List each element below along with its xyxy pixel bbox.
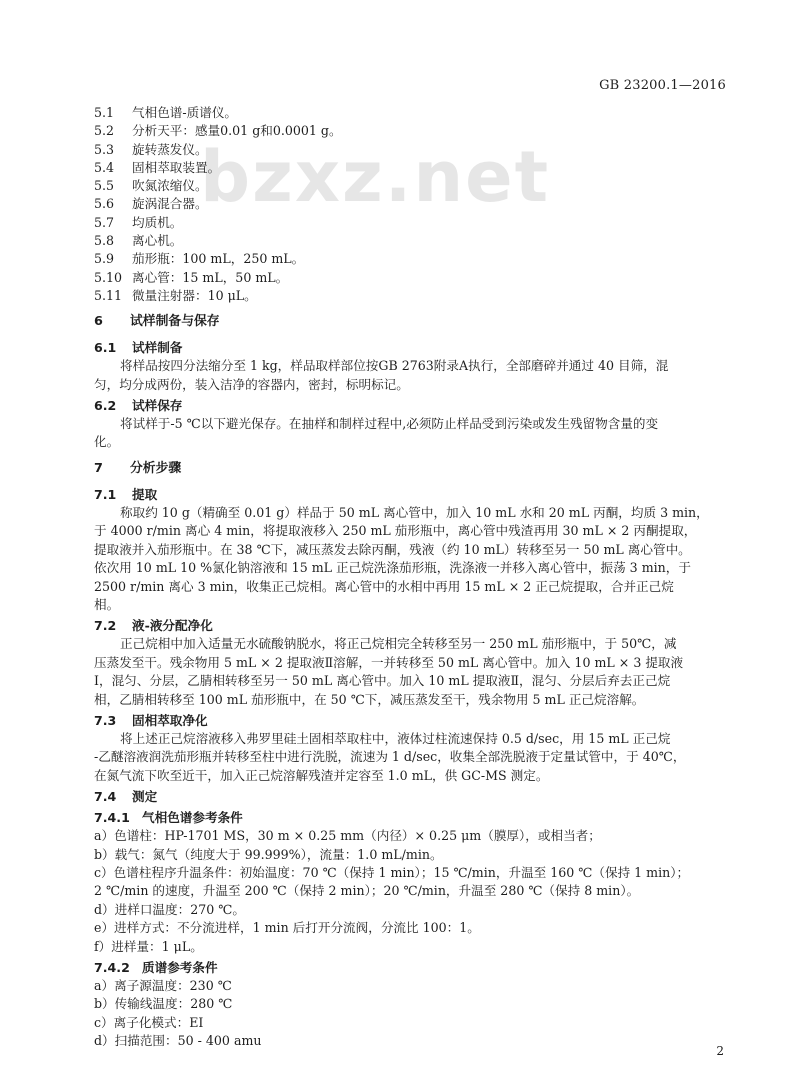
list-item: 5.9 茄形瓶：100 mL，250 mL。 <box>94 251 305 267</box>
section-7-3-heading: 7.3 固相萃取净化 <box>94 712 208 728</box>
document-body <box>94 104 728 1051</box>
section-6-1-heading: 6.1 试样制备 <box>94 340 183 356</box>
list-item: 5.2 分析天平：感量0.01 g和0.0001 g。 <box>94 123 342 139</box>
list-item: e）进样方式：不分流进样，1 min 后打开分流阀，分流比 100：1。 <box>94 920 480 936</box>
list-item: 5.1 气相色谱-质谱仪。 <box>94 105 238 120</box>
list-item: 5.5 吹氮浓缩仪。 <box>94 178 208 194</box>
list-item: 5.10 离心管：15 mL，50 mL。 <box>94 269 289 285</box>
list-item: 5.7 均质机。 <box>94 214 183 230</box>
list-item: a）离子源温度：230 ℃ <box>94 978 232 994</box>
watermark: bzxz.net <box>200 136 551 218</box>
list-item: 2 ℃/min 的速度，升温至 200 ℃（保持 2 min）；20 ℃/min，升温至 280 ℃（保持 8 min）。 <box>94 883 640 899</box>
standard-number: GB 23200.1—2016 <box>599 78 726 93</box>
list-item: a）色谱柱：HP-1701 MS，30 m × 0.25 mm（内径）× 0.25 μm（膜厚），或相当者； <box>94 828 601 844</box>
section-6-2-heading: 6.2 试样保存 <box>94 398 183 414</box>
ms-conditions-list <box>94 977 728 1051</box>
list-item: d）扫描范围：50 - 400 amu <box>94 1033 262 1049</box>
section-7-1-paragraph: 称取约 10 g（精确至 0.01 g）样品于 50 mL 离心管中，加入 10 mL 水和 20 mL 丙酮，均质 3 min， 于 4000 r/min 离心 4 min，将提取液移入 250 mL 茄形瓶中，离心管中残渣再用 30 mL × 2 丙酮提取， 提取液并入茄形瓶中。在 38 ℃下，减压蒸发去除丙酮，残液（约 10 mL）转移至另一 50 mL 离心管中。 依次用 10 mL 10 %氯化钠溶液和 15 mL 正己烷洗涤茄形瓶，洗涤液一并移入离心管中，振荡 3 min，于 2500 r/min 离心 3 min，收集正己烷相。离心管中的水相中再用 15 mL × 2 正己烷提取，合并正己烷 相。 <box>94 504 709 612</box>
section-7-4-2-heading: 7.4.2 质谱参考条件 <box>94 960 218 976</box>
list-item: c）离子化模式：EI <box>94 1014 204 1030</box>
section-7-heading: 7 分析步骤 <box>94 460 182 476</box>
section-7-4-heading: 7.4 测定 <box>94 789 158 805</box>
list-item: 5.4 固相萃取装置。 <box>94 159 221 175</box>
section-7-1-heading: 7.1 提取 <box>94 486 158 502</box>
section-6-heading: 6 试样制备与保存 <box>94 314 220 330</box>
list-item: 5.11 微量注射器：10 μL。 <box>94 287 257 303</box>
list-item: b）传输线温度：280 ℃ <box>94 996 233 1012</box>
list-item: 5.6 旋涡混合器。 <box>94 196 208 212</box>
list-item: d）进样口温度：270 ℃。 <box>94 901 245 917</box>
section-6-1-paragraph: 将样品按四分法缩分至 1 kg，样品取样部位按GB 2763附录A执行，全部磨碎并通过 40 目筛，混 匀，均分成两份，装入洁净的容器内，密封，标明标记。 <box>94 358 669 392</box>
section-7-4-1-heading: 7.4.1 气相色谱参考条件 <box>94 810 243 826</box>
gc-conditions-list <box>94 827 728 956</box>
list-item: 5.8 离心机。 <box>94 233 183 249</box>
section-7-2-heading: 7.2 液-液分配净化 <box>94 618 213 634</box>
list-item: f）进样量：1 μL。 <box>94 938 203 954</box>
list-item: b）载气：氮气（纯度大于 99.999%），流量：1.0 mL/min。 <box>94 846 443 862</box>
section-5-list <box>94 104 728 305</box>
section-7-3-paragraph: 将上述正己烷溶液移入弗罗里硅土固相萃取柱中，液体过柱流速保持 0.5 d/sec，用 15 mL 正己烷 -乙醚溶液润洗茄形瓶并转移至柱中进行洗脱，流速为 1 d/sec，收集全部洗脱液于定量试管中，于 40℃， 在氮气流下吹至近干，加入正己烷溶解残渣并定容至 1.0 mL，供 GC-MS 测定。 <box>94 730 686 783</box>
section-7-2-paragraph: 正己烷相中加入适量无水硫酸钠脱水，将正己烷相完全转移至另一 250 mL 茄形瓶中，于 50℃，减 压蒸发至干。残余物用 5 mL × 2 提取液Ⅱ溶解，一并转移至 50 mL 离心管中。加入 10 mL × 3 提取液 Ⅰ，混匀、分层，乙腈相转移至另一 50 mL 离心管中。加入 10 mL 提取液Ⅱ，混匀、分层后弃去正己烷 相，乙腈相转移至 100 mL 茄形瓶中，在 50 ℃下，减压蒸发至干，残余物用 5 mL 正己烷溶解。 <box>94 636 684 707</box>
list-item: c）色谱柱程序升温条件：初始温度：70 ℃（保持 1 min）；15 ℃/min，升温至 160 ℃（保持 1 min）； <box>94 864 690 880</box>
section-6-2-paragraph: 将试样于-5 ℃以下避光保存。在抽样和制样过程中,必须防止样品受到污染或发生残留物含量的变 化。 <box>94 416 659 450</box>
page-number: 2 <box>716 1044 724 1058</box>
list-item: 5.3 旋转蒸发仪。 <box>94 141 208 157</box>
